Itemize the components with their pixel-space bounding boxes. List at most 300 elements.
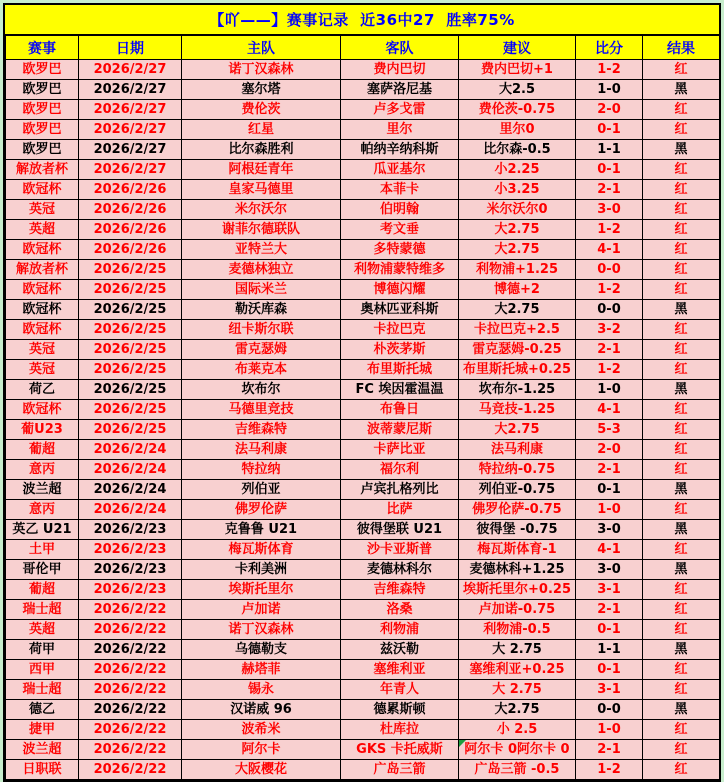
cell-result: 红	[643, 200, 720, 220]
cell-date: 2026/2/22	[79, 720, 182, 740]
cell-result: 黑	[643, 520, 720, 540]
cell-result: 红	[643, 440, 720, 460]
cell-tip: 梅瓦斯体育-1	[459, 540, 576, 560]
cell-home-team: 诺丁汉森林	[182, 60, 341, 80]
cell-away-team: 本菲卡	[341, 180, 459, 200]
cell-result: 红	[643, 740, 720, 760]
cell-competition: 德乙	[6, 700, 79, 720]
cell-result: 黑	[643, 300, 720, 320]
cell-result: 红	[643, 220, 720, 240]
table-row	[6, 540, 720, 560]
cell-home-team: 国际米兰	[182, 280, 341, 300]
column-header-result: 结果	[643, 36, 720, 60]
cell-home-team: 阿根廷青年	[182, 160, 341, 180]
cell-score: 0-1	[576, 620, 643, 640]
cell-tip: 阿尔卡 0阿尔卡 0	[459, 740, 576, 760]
cell-result: 黑	[643, 140, 720, 160]
cell-home-team: 梅瓦斯体育	[182, 540, 341, 560]
cell-home-team: 列伯亚	[182, 480, 341, 500]
cell-home-team: 大阪樱花	[182, 760, 341, 780]
table-row	[6, 440, 720, 460]
cell-competition: 解放者杯	[6, 160, 79, 180]
cell-competition: 欧冠杯	[6, 320, 79, 340]
cell-tip: 麦德林科+1.25	[459, 560, 576, 580]
cell-tip: 大 2.75	[459, 680, 576, 700]
cell-score: 0-1	[576, 660, 643, 680]
cell-competition: 欧冠杯	[6, 280, 79, 300]
cell-date: 2026/2/22	[79, 740, 182, 760]
cell-home-team: 布莱克本	[182, 360, 341, 380]
cell-competition: 欧冠杯	[6, 180, 79, 200]
cell-competition: 荷甲	[6, 640, 79, 660]
cell-home-team: 克鲁鲁 U21	[182, 520, 341, 540]
cell-competition: 波兰超	[6, 480, 79, 500]
cell-home-team: 吉维森特	[182, 420, 341, 440]
cell-date: 2026/2/24	[79, 460, 182, 480]
cell-date: 2026/2/27	[79, 160, 182, 180]
cell-home-team: 麦德林独立	[182, 260, 341, 280]
cell-away-team: 比萨	[341, 500, 459, 520]
cell-result: 黑	[643, 640, 720, 660]
cell-away-team: 卢宾扎格列比	[341, 480, 459, 500]
cell-score: 4-1	[576, 240, 643, 260]
cell-away-team: 博德闪耀	[341, 280, 459, 300]
cell-away-team: 杜库拉	[341, 720, 459, 740]
cell-date: 2026/2/25	[79, 260, 182, 280]
cell-score: 3-1	[576, 680, 643, 700]
cell-competition: 欧罗巴	[6, 120, 79, 140]
cell-competition: 英超	[6, 220, 79, 240]
cell-score: 0-0	[576, 700, 643, 720]
cell-score: 3-0	[576, 200, 643, 220]
cell-tip: 博德+2	[459, 280, 576, 300]
cell-date: 2026/2/27	[79, 60, 182, 80]
table-row	[6, 720, 720, 740]
cell-tip: 法马利康	[459, 440, 576, 460]
cell-competition: 意丙	[6, 500, 79, 520]
cell-score: 1-2	[576, 60, 643, 80]
cell-home-team: 波希米	[182, 720, 341, 740]
cell-score: 1-0	[576, 500, 643, 520]
cell-competition: 欧罗巴	[6, 60, 79, 80]
cell-home-team: 费伦茨	[182, 100, 341, 120]
cell-tip: 广岛三箭 -0.5	[459, 760, 576, 780]
table-row	[6, 260, 720, 280]
cell-tip: 大2.75	[459, 700, 576, 720]
table-row	[6, 60, 720, 80]
cell-tip: 卡拉巴克+2.5	[459, 320, 576, 340]
cell-date: 2026/2/25	[79, 400, 182, 420]
cell-competition: 捷甲	[6, 720, 79, 740]
column-header-score: 比分	[576, 36, 643, 60]
cell-date: 2026/2/22	[79, 660, 182, 680]
cell-result: 红	[643, 340, 720, 360]
cell-score: 1-0	[576, 380, 643, 400]
cell-tip: 米尔沃尔0	[459, 200, 576, 220]
table-row	[6, 340, 720, 360]
cell-result: 红	[643, 540, 720, 560]
cell-away-team: 朴茨茅斯	[341, 340, 459, 360]
cell-away-team: 塞萨洛尼基	[341, 80, 459, 100]
cell-home-team: 亚特兰大	[182, 240, 341, 260]
cell-home-team: 纽卡斯尔联	[182, 320, 341, 340]
column-header-home-team: 主队	[182, 36, 341, 60]
cell-date: 2026/2/22	[79, 620, 182, 640]
cell-away-team: 麦德林科尔	[341, 560, 459, 580]
cell-date: 2026/2/24	[79, 480, 182, 500]
records-table	[5, 35, 720, 780]
cell-competition: 欧罗巴	[6, 80, 79, 100]
table-row	[6, 320, 720, 340]
table-row	[6, 460, 720, 480]
cell-score: 2-1	[576, 340, 643, 360]
cell-home-team: 诺丁汉森林	[182, 620, 341, 640]
column-header-competition: 赛事	[6, 36, 79, 60]
cell-tip: 大2.75	[459, 240, 576, 260]
cell-result: 红	[643, 320, 720, 340]
cell-date: 2026/2/24	[79, 500, 182, 520]
cell-score: 5-3	[576, 420, 643, 440]
cell-home-team: 雷克瑟姆	[182, 340, 341, 360]
cell-tip: 布里斯托城+0.25	[459, 360, 576, 380]
cell-score: 2-1	[576, 740, 643, 760]
cell-result: 红	[643, 500, 720, 520]
table-row	[6, 300, 720, 320]
cell-tip: 彼得堡 -0.75	[459, 520, 576, 540]
cell-competition: 瑞士超	[6, 600, 79, 620]
cell-competition: 葡超	[6, 440, 79, 460]
cell-date: 2026/2/22	[79, 680, 182, 700]
cell-tip: 利物浦-0.5	[459, 620, 576, 640]
cell-home-team: 乌德勒支	[182, 640, 341, 660]
cell-competition: 葡U23	[6, 420, 79, 440]
cell-result: 红	[643, 360, 720, 380]
cell-date: 2026/2/26	[79, 200, 182, 220]
table-body	[6, 60, 720, 780]
table-row	[6, 500, 720, 520]
cell-away-team: 布里斯托城	[341, 360, 459, 380]
cell-away-team: 考文垂	[341, 220, 459, 240]
cell-score: 4-1	[576, 400, 643, 420]
cell-date: 2026/2/22	[79, 760, 182, 780]
table-row	[6, 600, 720, 620]
cell-date: 2026/2/22	[79, 700, 182, 720]
cell-home-team: 卢加诺	[182, 600, 341, 620]
cell-home-team: 勒沃库森	[182, 300, 341, 320]
table-row	[6, 100, 720, 120]
cell-date: 2026/2/26	[79, 180, 182, 200]
cell-away-team: 波蒂蒙尼斯	[341, 420, 459, 440]
cell-competition: 波兰超	[6, 740, 79, 760]
cell-away-team: 彼得堡联 U21	[341, 520, 459, 540]
cell-competition: 西甲	[6, 660, 79, 680]
cell-tip: 大2.75	[459, 300, 576, 320]
cell-result: 红	[643, 400, 720, 420]
cell-away-team: 兹沃勒	[341, 640, 459, 660]
table-row	[6, 760, 720, 780]
cell-home-team: 比尔森胜利	[182, 140, 341, 160]
cell-result: 红	[643, 260, 720, 280]
cell-away-team: 布鲁日	[341, 400, 459, 420]
column-header-tip: 建议	[459, 36, 576, 60]
cell-result: 黑	[643, 80, 720, 100]
cell-home-team: 谢菲尔德联队	[182, 220, 341, 240]
cell-away-team: 多特蒙德	[341, 240, 459, 260]
cell-away-team: 年青人	[341, 680, 459, 700]
cell-tip: 大2.75	[459, 220, 576, 240]
cell-date: 2026/2/22	[79, 600, 182, 620]
cell-away-team: FC 埃因霍温温	[341, 380, 459, 400]
table-row	[6, 640, 720, 660]
cell-competition: 欧冠杯	[6, 300, 79, 320]
cell-tip: 大 2.75	[459, 640, 576, 660]
cell-tip: 小 2.5	[459, 720, 576, 740]
cell-competition: 土甲	[6, 540, 79, 560]
cell-home-team: 红星	[182, 120, 341, 140]
cell-competition: 欧冠杯	[6, 240, 79, 260]
cell-tip: 坎布尔-1.25	[459, 380, 576, 400]
cell-date: 2026/2/24	[79, 440, 182, 460]
cell-away-team: 奥林匹亚科斯	[341, 300, 459, 320]
cell-tip: 大2.5	[459, 80, 576, 100]
cell-competition: 葡超	[6, 580, 79, 600]
table-row	[6, 680, 720, 700]
cell-tip: 马竞技-1.25	[459, 400, 576, 420]
table-row	[6, 520, 720, 540]
cell-score: 0-1	[576, 160, 643, 180]
cell-away-team: 瓜亚基尔	[341, 160, 459, 180]
cell-competition: 英冠	[6, 340, 79, 360]
cell-score: 1-1	[576, 140, 643, 160]
cell-away-team: 德累斯顿	[341, 700, 459, 720]
cell-date: 2026/2/27	[79, 80, 182, 100]
header-row	[6, 36, 720, 60]
cell-tip: 费伦茨-0.75	[459, 100, 576, 120]
cell-score: 1-2	[576, 760, 643, 780]
cell-away-team: 塞维利亚	[341, 660, 459, 680]
cell-tip: 卢加诺-0.75	[459, 600, 576, 620]
cell-home-team: 马德里竞技	[182, 400, 341, 420]
cell-home-team: 特拉纳	[182, 460, 341, 480]
cell-competition: 哥伦甲	[6, 560, 79, 580]
cell-tip: 小2.25	[459, 160, 576, 180]
cell-result: 红	[643, 720, 720, 740]
cell-tip: 特拉纳-0.75	[459, 460, 576, 480]
cell-score: 1-2	[576, 220, 643, 240]
cell-score: 3-0	[576, 520, 643, 540]
cell-date: 2026/2/25	[79, 380, 182, 400]
cell-competition: 英冠	[6, 200, 79, 220]
cell-home-team: 赫塔菲	[182, 660, 341, 680]
cell-date: 2026/2/27	[79, 120, 182, 140]
cell-result: 红	[643, 760, 720, 780]
table-row	[6, 140, 720, 160]
cell-away-team: 卢多戈雷	[341, 100, 459, 120]
cell-tip: 利物浦+1.25	[459, 260, 576, 280]
table-row	[6, 700, 720, 720]
records-sheet	[3, 3, 721, 782]
table-row	[6, 120, 720, 140]
cell-away-team: 伯明翰	[341, 200, 459, 220]
cell-tip: 小3.25	[459, 180, 576, 200]
cell-away-team: 卡萨比亚	[341, 440, 459, 460]
table-row	[6, 560, 720, 580]
cell-result: 黑	[643, 560, 720, 580]
cell-tip: 雷克瑟姆-0.25	[459, 340, 576, 360]
cell-score: 4-1	[576, 540, 643, 560]
cell-date: 2026/2/27	[79, 140, 182, 160]
table-row	[6, 620, 720, 640]
table-row	[6, 80, 720, 100]
cell-away-team: 费内巴切	[341, 60, 459, 80]
cell-home-team: 阿尔卡	[182, 740, 341, 760]
cell-competition: 英乙 U21	[6, 520, 79, 540]
cell-date: 2026/2/25	[79, 300, 182, 320]
cell-away-team: 帕纳辛纳科斯	[341, 140, 459, 160]
cell-result: 黑	[643, 380, 720, 400]
table-row	[6, 420, 720, 440]
cell-away-team: 利物浦	[341, 620, 459, 640]
cell-tip: 大2.75	[459, 420, 576, 440]
cell-score: 1-1	[576, 640, 643, 660]
cell-home-team: 皇家马德里	[182, 180, 341, 200]
table-row	[6, 580, 720, 600]
table-row	[6, 220, 720, 240]
cell-result: 红	[643, 420, 720, 440]
cell-home-team: 埃斯托里尔	[182, 580, 341, 600]
cell-score: 1-0	[576, 80, 643, 100]
cell-tip: 里尔0	[459, 120, 576, 140]
table-row	[6, 280, 720, 300]
table-row	[6, 660, 720, 680]
cell-score: 3-2	[576, 320, 643, 340]
cell-tip: 列伯亚-0.75	[459, 480, 576, 500]
cell-competition: 日职联	[6, 760, 79, 780]
cell-result: 红	[643, 180, 720, 200]
cell-result: 红	[643, 60, 720, 80]
cell-home-team: 塞尔塔	[182, 80, 341, 100]
cell-result: 红	[643, 460, 720, 480]
cell-competition: 英冠	[6, 360, 79, 380]
cell-score: 1-2	[576, 280, 643, 300]
cell-date: 2026/2/25	[79, 280, 182, 300]
cell-result: 红	[643, 680, 720, 700]
cell-date: 2026/2/22	[79, 640, 182, 660]
cell-away-team: 洛桑	[341, 600, 459, 620]
cell-result: 红	[643, 580, 720, 600]
cell-away-team: 广岛三箭	[341, 760, 459, 780]
cell-date: 2026/2/25	[79, 340, 182, 360]
cell-tip: 塞维利亚+0.25	[459, 660, 576, 680]
cell-away-team: 里尔	[341, 120, 459, 140]
cell-date: 2026/2/23	[79, 520, 182, 540]
cell-home-team: 锡永	[182, 680, 341, 700]
cell-result: 红	[643, 120, 720, 140]
cell-date: 2026/2/23	[79, 560, 182, 580]
table-row	[6, 160, 720, 180]
cell-date: 2026/2/27	[79, 100, 182, 120]
cell-home-team: 米尔沃尔	[182, 200, 341, 220]
cell-tip: 比尔森-0.5	[459, 140, 576, 160]
cell-result: 红	[643, 600, 720, 620]
cell-competition: 荷乙	[6, 380, 79, 400]
cell-result: 红	[643, 620, 720, 640]
cell-home-team: 佛罗伦萨	[182, 500, 341, 520]
cell-competition: 意丙	[6, 460, 79, 480]
table-row	[6, 180, 720, 200]
column-header-away-team: 客队	[341, 36, 459, 60]
cell-competition: 解放者杯	[6, 260, 79, 280]
cell-date: 2026/2/26	[79, 220, 182, 240]
cell-home-team: 汉诺威 96	[182, 700, 341, 720]
cell-result: 红	[643, 160, 720, 180]
cell-score: 3-0	[576, 560, 643, 580]
table-row	[6, 240, 720, 260]
cell-tip: 佛罗伦萨-0.75	[459, 500, 576, 520]
table-row	[6, 360, 720, 380]
table-row	[6, 480, 720, 500]
cell-score: 0-0	[576, 260, 643, 280]
cell-date: 2026/2/23	[79, 580, 182, 600]
cell-result: 红	[643, 660, 720, 680]
cell-score: 0-1	[576, 120, 643, 140]
cell-away-team: 沙卡亚斯普	[341, 540, 459, 560]
cell-result: 红	[643, 100, 720, 120]
cell-date: 2026/2/23	[79, 540, 182, 560]
cell-result: 红	[643, 280, 720, 300]
cell-result: 红	[643, 240, 720, 260]
table-row	[6, 400, 720, 420]
table-row	[6, 200, 720, 220]
cell-score: 2-0	[576, 100, 643, 120]
cell-score: 1-2	[576, 360, 643, 380]
table-row	[6, 740, 720, 760]
cell-date: 2026/2/25	[79, 360, 182, 380]
cell-score: 0-0	[576, 300, 643, 320]
cell-tip: 埃斯托里尔+0.25	[459, 580, 576, 600]
cell-away-team: GKS 卡托威斯	[341, 740, 459, 760]
cell-competition: 欧冠杯	[6, 400, 79, 420]
cell-competition: 瑞士超	[6, 680, 79, 700]
cell-home-team: 法马利康	[182, 440, 341, 460]
cell-result: 黑	[643, 480, 720, 500]
cell-score: 0-1	[576, 480, 643, 500]
table-row	[6, 380, 720, 400]
cell-away-team: 利物浦蒙特维多	[341, 260, 459, 280]
column-header-date: 日期	[79, 36, 182, 60]
cell-score: 3-1	[576, 580, 643, 600]
cell-home-team: 卡利美洲	[182, 560, 341, 580]
cell-result: 黑	[643, 700, 720, 720]
cell-competition: 英超	[6, 620, 79, 640]
cell-date: 2026/2/26	[79, 240, 182, 260]
page-title: 【吖——】赛事记录 近36中27 胜率75%	[5, 5, 719, 35]
cell-competition: 欧罗巴	[6, 100, 79, 120]
cell-score: 2-1	[576, 460, 643, 480]
cell-away-team: 吉维森特	[341, 580, 459, 600]
cell-score: 2-1	[576, 600, 643, 620]
cell-away-team: 卡拉巴克	[341, 320, 459, 340]
cell-date: 2026/2/25	[79, 420, 182, 440]
cell-tip: 费内巴切+1	[459, 60, 576, 80]
cell-score: 2-0	[576, 440, 643, 460]
cell-score: 1-0	[576, 720, 643, 740]
cell-score: 2-1	[576, 180, 643, 200]
cell-home-team: 坎布尔	[182, 380, 341, 400]
cell-competition: 欧罗巴	[6, 140, 79, 160]
cell-date: 2026/2/25	[79, 320, 182, 340]
cell-away-team: 福尔利	[341, 460, 459, 480]
